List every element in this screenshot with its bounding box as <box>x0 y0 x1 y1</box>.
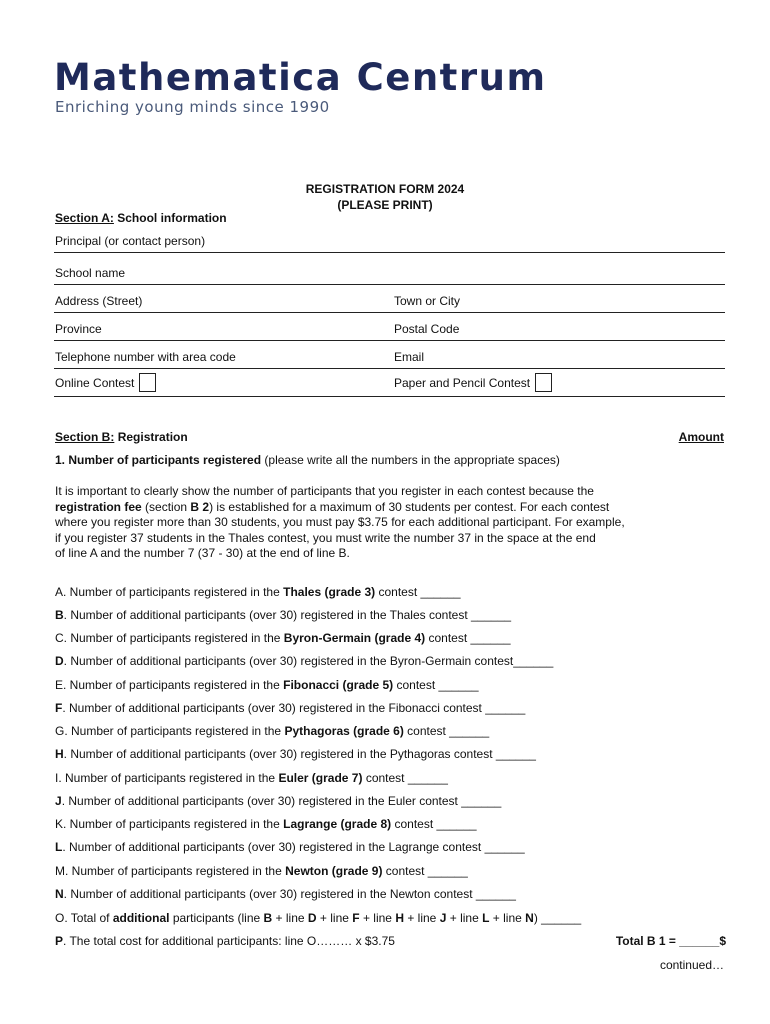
line-i-post: contest ______ <box>362 771 448 785</box>
telephone-row[interactable] <box>54 348 725 369</box>
line-m-contest: Newton (grade 9) <box>285 864 383 878</box>
registration-fee-term: registration fee <box>55 499 142 514</box>
line-d-text: . Number of additional participants (over 30) registered in the Byron-Germain contest______ <box>63 654 554 668</box>
school-name-label: School name <box>55 266 126 280</box>
line-o-pre: O. Total of <box>55 911 113 925</box>
section-a-title: School information <box>117 211 227 225</box>
line-a-pre: A. Number of participants registered in the <box>55 585 284 599</box>
question-1-title: 1. Number of participants registered <box>55 453 262 467</box>
line-o-plus: + line <box>316 911 353 925</box>
question-1-note: (please write all the numbers in the appropriate spaces) <box>261 453 560 467</box>
online-contest <box>55 373 156 392</box>
instructions-line-3: where you register more than 30 students, you must pay $3.75 for each additional participant. For example, <box>55 515 625 529</box>
line-b-text: . Number of additional participants (over 30) registered in the Thales contest ______ <box>63 608 512 622</box>
line-o-ref-b: B <box>263 911 273 925</box>
line-k[interactable] <box>55 817 477 831</box>
line-h-text: . Number of additional participants (over 30) registered in the Pythagoras contest ______ <box>63 747 536 761</box>
line-o-plus: + line <box>489 911 526 925</box>
instructions-line-2 <box>55 500 655 516</box>
line-m-pre: M. Number of participants registered in the <box>55 864 286 878</box>
paper-contest-checkbox[interactable] <box>535 373 552 392</box>
continued-note: continued… <box>659 958 724 972</box>
line-i-contest: Euler (grade 7) <box>278 771 363 785</box>
line-f-letter: F <box>55 701 63 715</box>
line-i-pre: I. Number of participants registered in the <box>55 771 279 785</box>
section-a-heading <box>55 211 227 225</box>
line-c-contest: Byron-Germain (grade 4) <box>283 631 426 645</box>
line-g-post: contest ______ <box>403 724 490 738</box>
instructions-line-2-part: (section <box>141 499 191 514</box>
line-c-post: contest ______ <box>425 631 511 645</box>
line-o-additional: additional <box>112 911 170 925</box>
line-k-post: contest ______ <box>391 817 477 831</box>
line-m[interactable] <box>55 864 468 878</box>
contest-type-row <box>54 376 725 397</box>
address-row[interactable] <box>54 292 725 313</box>
line-l[interactable] <box>55 840 525 854</box>
instructions-line-1: It is important to clearly show the number of participants that you register in each contest because the <box>55 484 594 498</box>
line-l-text: . Number of additional participants (over 30) registered in the Lagrange contest ______ <box>62 840 525 854</box>
postal-label: Postal Code <box>394 322 460 336</box>
line-j-letter: J <box>55 794 62 808</box>
line-n-text: . Number of additional participants (over 30) registered in the Newton contest ______ <box>63 887 516 901</box>
line-g-pre: G. Number of participants registered in the <box>55 724 285 738</box>
line-a-contest: Thales (grade 3) <box>283 585 376 599</box>
total-b1[interactable]: Total B 1 = ______$ <box>615 934 726 948</box>
line-d-letter: D <box>55 654 64 668</box>
principal-label: Principal (or contact person) <box>55 234 206 248</box>
line-o-ref-l: L <box>482 911 490 925</box>
instructions-line-2-end: ) is established for a maximum of 30 students per contest. For each contest <box>209 499 610 514</box>
province-row[interactable] <box>54 320 725 341</box>
line-b-letter: B <box>55 608 64 622</box>
line-e-pre: E. Number of participants registered in the <box>55 678 284 692</box>
line-c[interactable] <box>55 631 511 645</box>
telephone-label: Telephone number with area code <box>55 350 236 364</box>
line-o[interactable] <box>55 911 581 925</box>
line-j[interactable] <box>55 794 501 808</box>
line-d[interactable] <box>55 654 553 668</box>
paper-contest-label: Paper and Pencil Contest <box>394 376 531 390</box>
line-b[interactable] <box>55 608 511 622</box>
line-o-end: ) ______ <box>533 911 582 925</box>
line-k-pre: K. Number of participants registered in the <box>55 817 284 831</box>
line-e-post: contest ______ <box>393 678 479 692</box>
line-o-ref-h: H <box>395 911 404 925</box>
line-o-ref-n: N <box>525 911 534 925</box>
logo-title: Mathematica Centrum <box>54 56 547 99</box>
address-label: Address (Street) <box>55 294 143 308</box>
form-subtitle-line: (PLEASE PRINT) <box>337 198 433 212</box>
line-p-text: . The total cost for additional participants: line O……… x $3.75 <box>63 934 395 948</box>
line-o-plus: + line <box>272 911 308 925</box>
line-o-ref-f: F <box>352 911 360 925</box>
line-c-pre: C. Number of participants registered in the <box>55 631 284 645</box>
line-l-letter: L <box>55 840 63 854</box>
logo-subtitle: Enriching young minds since 1990 <box>55 98 330 116</box>
province-label: Province <box>55 322 102 336</box>
line-k-contest: Lagrange (grade 8) <box>283 817 392 831</box>
instructions-line-4: if you register 37 students in the Thales contest, you must write the number 37 in the space at the end <box>55 530 596 545</box>
line-p[interactable] <box>55 934 395 948</box>
line-a[interactable] <box>55 585 461 599</box>
instructions-paragraph <box>55 484 655 562</box>
line-o-plus: + line <box>359 911 396 925</box>
school-name-field[interactable] <box>54 264 725 285</box>
online-contest-checkbox[interactable] <box>139 373 156 392</box>
line-o-mid: participants (line <box>169 911 264 925</box>
paper-contest <box>394 373 552 392</box>
section-b-title: Registration <box>117 430 188 444</box>
form-title <box>0 181 770 213</box>
section-a-label: Section A: <box>55 211 114 225</box>
amount-heading: Amount <box>678 430 724 444</box>
principal-field[interactable] <box>54 232 725 253</box>
line-g-contest: Pythagoras (grade 6) <box>284 724 404 738</box>
line-e-contest: Fibonacci (grade 5) <box>283 678 394 692</box>
line-o-ref-d: D <box>307 911 317 925</box>
line-o-plus: + line <box>404 911 440 925</box>
line-o-plus: + line <box>446 911 483 925</box>
section-b-heading <box>55 430 188 444</box>
instructions-line-5: of line A and the number 7 (37 - 30) at the end of line B. <box>55 546 350 560</box>
form-title-line: REGISTRATION FORM 2024 <box>305 182 465 196</box>
line-f-text: . Number of additional participants (over 30) registered in the Fibonacci contest ______ <box>62 701 526 715</box>
line-j-text: . Number of additional participants (over 30) registered in the Euler contest ______ <box>61 794 502 808</box>
line-h-letter: H <box>55 747 64 761</box>
email-label: Email <box>394 350 425 364</box>
line-p-letter: P <box>55 934 64 948</box>
section-b-label: Section B: <box>55 430 115 444</box>
section-b2-ref: B 2 <box>190 499 210 514</box>
line-f[interactable] <box>55 701 525 715</box>
line-i[interactable] <box>55 771 448 785</box>
line-m-post: contest ______ <box>382 864 468 878</box>
question-1 <box>55 453 560 467</box>
line-g[interactable] <box>55 724 489 738</box>
line-n-letter: N <box>55 887 64 901</box>
online-contest-label: Online Contest <box>55 376 135 390</box>
line-o-ref-j: J <box>439 911 447 925</box>
line-h[interactable] <box>55 747 536 761</box>
town-label: Town or City <box>394 294 461 308</box>
line-e[interactable] <box>55 678 479 692</box>
line-a-post: contest ______ <box>375 585 461 599</box>
line-n[interactable] <box>55 887 516 901</box>
